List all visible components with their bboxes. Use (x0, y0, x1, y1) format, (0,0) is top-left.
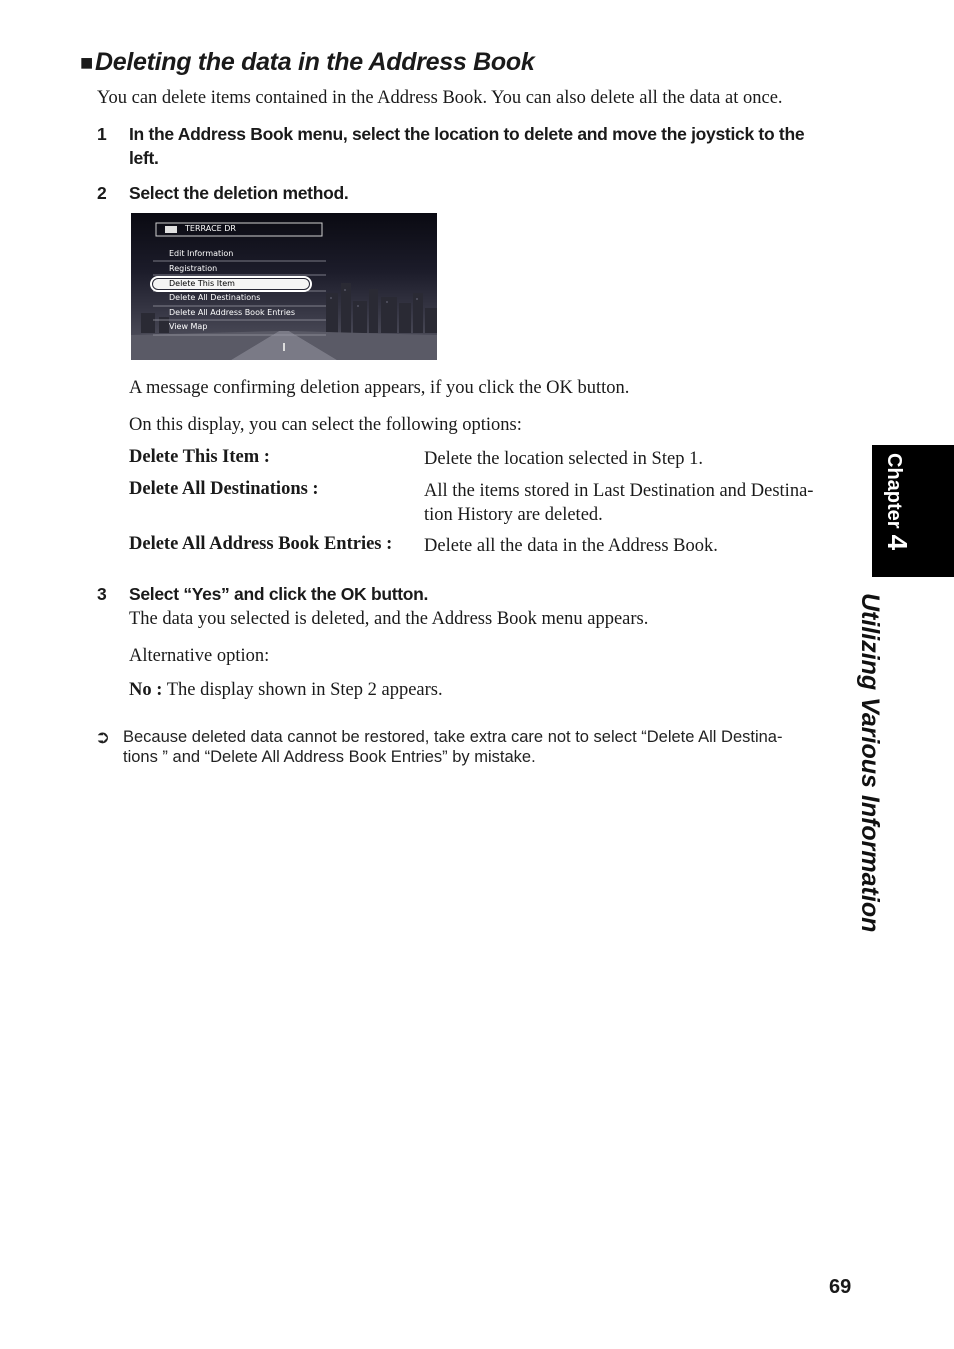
note-line-1: Because deleted data cannot be restored, take extra care not to select “Delete All Destina- (123, 728, 783, 746)
alternative-option-desc: The display shown in Step 2 appears. (166, 680, 443, 700)
page-number: 69 (829, 1276, 852, 1298)
step-3-text: Select “Yes” and click the OK button. (129, 584, 429, 604)
screen-menu-item-delete-all-destinations: Delete All Destinations (169, 293, 261, 302)
step-3-number: 3 (97, 584, 107, 604)
step-1-text (129, 122, 869, 170)
note-text (123, 727, 865, 767)
step-1-line-2: left. (129, 148, 159, 168)
intro-paragraph: You can delete items contained in the Address Book. You can also delete all the data at once. (97, 88, 783, 108)
note-line-2: tions ” and “Delete All Address Book Entries” by mistake. (123, 748, 536, 766)
option-desc-delete-all-address-book-entries: Delete all the data in the Address Book. (424, 536, 718, 556)
chapter-number: 4 (882, 534, 913, 551)
option-label-delete-all-destinations: Delete All Destinations : (129, 479, 319, 499)
screen-menu-item-view-map: View Map (169, 322, 208, 331)
alternative-option (129, 678, 443, 702)
screen-menu-item-delete-this-item: Delete This Item (169, 279, 235, 288)
chapter-word: Chapter (883, 453, 905, 529)
option-desc-delete-this-item: Delete the location selected in Step 1. (424, 449, 703, 469)
section-marker: ■ (80, 50, 93, 75)
option-label-delete-this-item: Delete This Item : (129, 447, 270, 467)
caution-note (95, 727, 865, 767)
confirm-message-text: A message confirming deletion appears, if you click the OK button. (129, 378, 630, 398)
alternative-option-intro: Alternative option: (129, 646, 270, 666)
option-desc-delete-all-destinations (424, 479, 864, 527)
screen-menu-item-delete-all-address-book-entries: Delete All Address Book Entries (169, 308, 296, 317)
alternative-option-label: No : (129, 680, 163, 700)
chapter-tab-label (881, 453, 913, 550)
screen-header-label: TERRACE DR (185, 224, 236, 233)
step-1-line-1: In the Address Book menu, select the location to delete and move the joystick to the (129, 124, 805, 144)
arrow-note-icon: ➲ (95, 727, 111, 747)
section-title-text: Deleting the data in the Address Book (95, 48, 535, 76)
screen-menu-item-edit-information: Edit Information (169, 249, 234, 258)
chapter-title: Utilizing Various Information (856, 593, 884, 933)
step-1-number: 1 (97, 124, 107, 144)
step-2-text: Select the deletion method. (129, 183, 349, 203)
section-title (80, 48, 534, 77)
step-3-result-text: The data you selected is deleted, and the Address Book menu appears. (129, 609, 649, 629)
option-label-delete-all-address-book-entries: Delete All Address Book Entries : (129, 534, 393, 554)
option-desc-line-2: tion History are deleted. (424, 505, 603, 525)
options-intro-text: On this display, you can select the following options: (129, 415, 522, 435)
step-2-number: 2 (97, 183, 107, 203)
option-desc-line-1: All the items stored in Last Destination and Destina- (424, 481, 814, 501)
screen-menu-item-registration: Registration (169, 264, 218, 273)
navigation-screen-image (131, 213, 437, 360)
